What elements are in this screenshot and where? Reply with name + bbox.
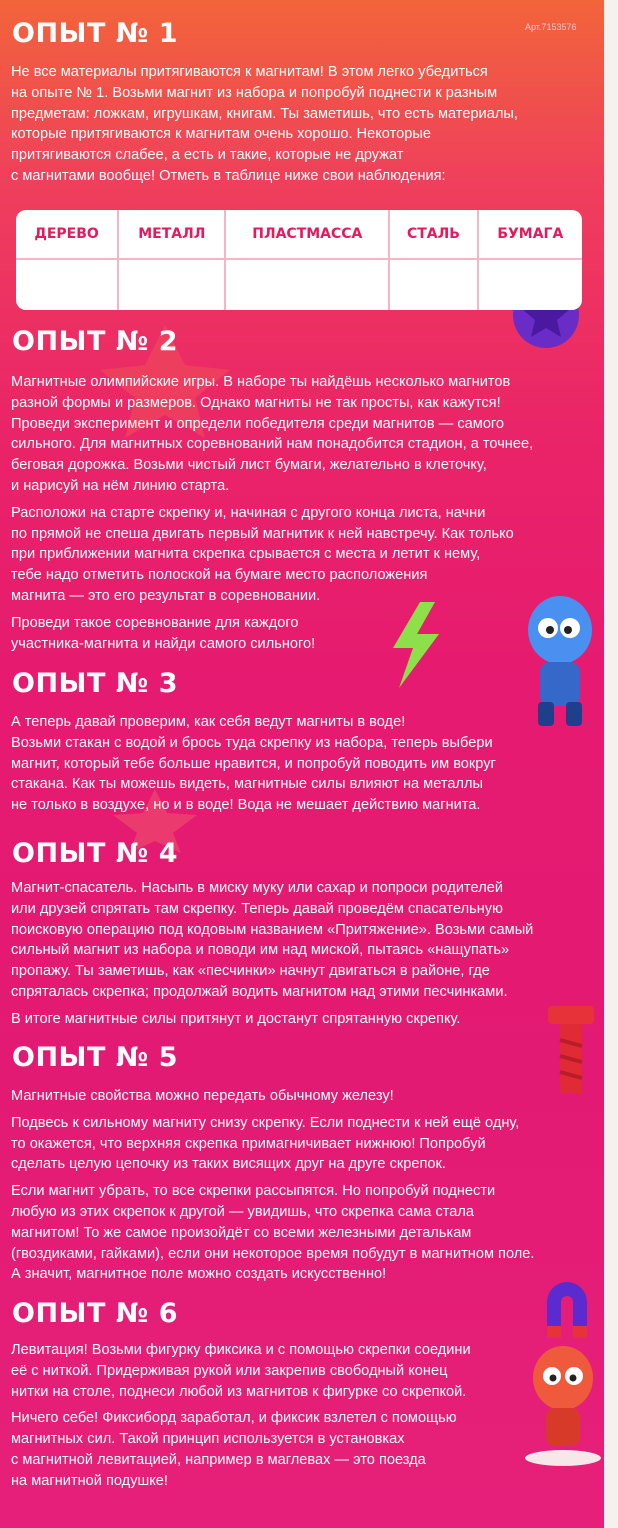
exp2-heading: ОПЫТ № 2 xyxy=(12,326,179,357)
exp3-text-block xyxy=(11,712,611,822)
table-header-metal: МЕТАЛЛ xyxy=(118,210,225,259)
exp5-heading: ОПЫТ № 5 xyxy=(12,1042,179,1073)
table-cell-paper xyxy=(478,259,582,310)
exp6-text-block xyxy=(11,1340,611,1498)
table-header-paper: БУМАГА xyxy=(478,210,582,259)
table-cell-wood xyxy=(16,259,118,310)
exp2-paragraph-1: Магнитные олимпийские игры. В наборе ты найдёшь несколько магнитов разной формы и размеров. Однако магниты не так просты, как кажутся! Проведи эксперимент и определи победителя среди магнитов — самого сильного. Для магнитных соревнований нам понадобится стадион, а точнее, беговая дорожка. Возьми чистый лист бумаги, желательно в клеточку, и нарисуй на нём линию старта. xyxy=(11,374,534,494)
exp5-text-block xyxy=(11,1086,611,1291)
exp5-paragraph-2: Подвесь к сильному магниту снизу скрепку. Если поднести к ней ещё одну, то окажется, что верхняя скрепка примагничивает нижнюю! Попробуй сделать целую цепочку из таких висящих друг на друге скрепок. xyxy=(11,1114,520,1173)
exp6-heading: ОПЫТ № 6 xyxy=(12,1298,179,1329)
table-header-steel: СТАЛЬ xyxy=(389,210,477,259)
exp4-heading: ОПЫТ № 4 xyxy=(12,838,179,869)
observation-table xyxy=(16,210,582,310)
article-number: Арт.7153576 xyxy=(525,22,577,32)
exp1-heading: ОПЫТ № 1 xyxy=(12,18,179,49)
exp5-paragraph-1: Магнитные свойства можно передать обычному железу! xyxy=(11,1088,394,1104)
table-cell-plastic xyxy=(225,259,389,310)
exp6-paragraph-1: Левитация! Возьми фигурку фиксика и с помощью скрепки соедини её с ниткой. Придерживая рукой или закрепив свободный конец нитки на столе, поднеси любой из магнитов к фигурке со скрепкой. xyxy=(11,1342,471,1400)
exp4-text-block xyxy=(11,878,611,1036)
exp3-paragraph: А теперь давай проверим, как себя ведут магниты в воде! Возьми стакан с водой и брось туда скрепку из набора, теперь выбери магнит, который тебе больше нравится, и попробуй поводить им вокруг стакана. Как ты можешь видеть, магнитные силы влияют на металлы не только в воздухе, но и в воде! Вода не мешает действию магнита. xyxy=(11,714,496,814)
exp4-paragraph-1: Магнит-спасатель. Насыпь в миску муку или сахар и попроси родителей или друзей спрятать там скрепку. Теперь давай проведём спасательную поисковую операцию под кодовым названием «Притяжение». Возьми самый сильный магнит из набора и поводи им над миской, пытаясь «нащупать» пропажу. Ты заметишь, как «песчинки» начнут двигаться в районе, где спряталась скрепка; продолжай водить магнитом над этими песчинками. xyxy=(11,880,534,1000)
exp2-text-block xyxy=(11,372,611,660)
exp5-paragraph-3: Если магнит убрать, то все скрепки рассыпятся. Но попробуй поднести любую из этих скрепок к другой — увидишь, что скрепка сама стала магнитом! То же самое произойдёт со всеми железными деталькам (гвоздиками, гайками), если они некоторое время побудут в магнитном поле. А значит, магнитное поле можно создать искусственно! xyxy=(11,1183,535,1283)
exp2-paragraph-2: Расположи на старте скрепку и, начиная с другого конца листа, начни по прямой не спеша двигать первый магнитик к ней навстречу. Как только при приближении магнита скрепка срывается с места и летит к нему, тебе надо отметить полоской на бумаге место расположения магнита — это его результат в соревновании. xyxy=(11,504,514,604)
exp1-text-block xyxy=(11,62,611,193)
exp1-paragraph: Не все материалы притягиваются к магнитам! В этом легко убедиться на опыте № 1. Возьми магнит из набора и попробуй поднести к разным предметам: ложкам, игрушкам, книгам. Ты заметишь, что есть материалы, которые притягиваются к магнитам очень хорошо. Некоторые притягиваются слабее, а есть и такие, которые не дружат с магнитами вообще! Отметь в таблице ниже свои наблюдения: xyxy=(11,64,518,184)
table-header-plastic: ПЛАСТМАССА xyxy=(225,210,389,259)
table-header-wood: ДЕРЕВО xyxy=(16,210,118,259)
table-cell-steel xyxy=(389,259,477,310)
table-cell-metal xyxy=(118,259,225,310)
exp3-heading: ОПЫТ № 3 xyxy=(12,668,179,699)
exp4-paragraph-2: В итоге магнитные силы притянут и достанут спрятанную скрепку. xyxy=(11,1010,461,1027)
exp2-paragraph-3: Проведи такое соревнование для каждого участника-магнита и найди самого сильного! xyxy=(11,614,316,652)
exp6-paragraph-2: Ничего себе! Фиксиборд заработал, и фиксик взлетел с помощью магнитных сил. Такой принцип используется в установках с магнитной левитацией, например в маглевах — это поезда на магнитной подушке! xyxy=(11,1410,457,1489)
